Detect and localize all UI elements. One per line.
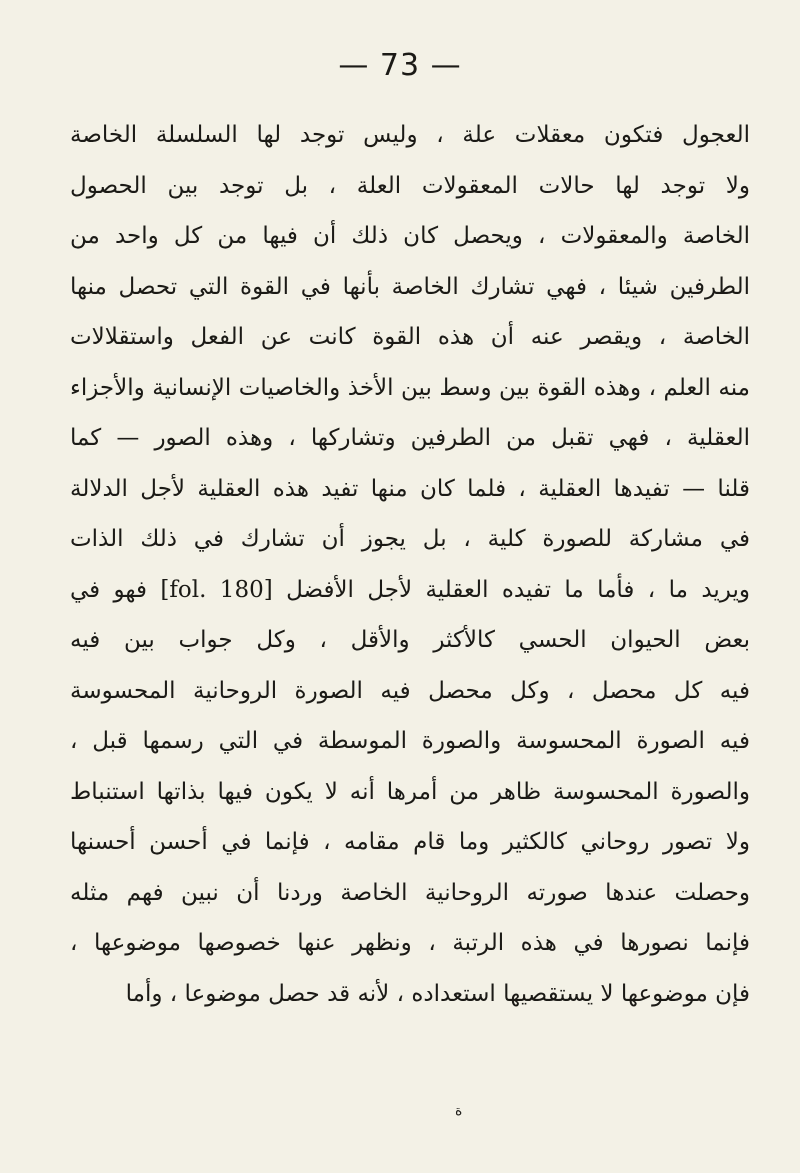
- text-line-11: بعض الحيوان الحسي كالأكثر والأقل ، وكل جواب بين فيه: [70, 627, 750, 653]
- text-line-8: قلنا — تفيدها العقلية ، فلما كان منها تفيد هذه العقلية لأجل الدلالة: [70, 475, 750, 502]
- text-line-4: الطرفين شيئا ، فهي تشارك الخاصة بأنها في القوة التي تحصل منها: [70, 273, 750, 300]
- text-line-7: العقلية ، فهي تقبل من الطرفين وتشاركها ، وهذه الصور — كما: [70, 425, 750, 451]
- bottom-diacritic-mark: ة: [455, 1103, 463, 1119]
- text-line-12: فيه كل محصل ، وكل محصل فيه الصورة الروحانية المحسوسة: [70, 677, 750, 704]
- text-line-10: ويريد ما ، فأما ما تفيده العقلية لأجل الأفضل [fol. 180] فهو في: [70, 576, 750, 603]
- folio-reference: [fol. 180]: [160, 576, 273, 603]
- text-line-17: فإنما نصورها في هذه الرتبة ، ونظهر عنها خصوصها موضوعها ،: [70, 930, 750, 956]
- text-line-15: ولا تصور روحاني كالكثير وما قام مقامه ، فإنما في أحسن أحسنها: [70, 829, 750, 855]
- text-line-9: في مشاركة للصورة كلية ، بل يجوز أن تشارك في ذلك الذات: [70, 526, 750, 552]
- text-line-3: الخاصة والمعقولات ، ويحصل كان ذلك أن فيها من كل واحد من: [70, 223, 750, 249]
- page-number-header: — 73 —: [338, 48, 462, 83]
- text-line-13: فيه الصورة المحسوسة والصورة الموسطة في التي رسمها قبل ،: [70, 728, 750, 754]
- text-line-18: فإن موضوعها لا يستقصيها استعداده ، لأنه قد حصل موضوعا ، وأما: [125, 980, 750, 1007]
- text-line-6: منه العلم ، وهذه القوة بين وسط بين الأخذ والخاصيات الإنسانية والأجزاء: [70, 374, 750, 401]
- text-line-5: الخاصة ، ويقصر عنه أن هذه القوة كانت عن الفعل واستقلالات: [70, 324, 750, 350]
- text-line-14: والصورة المحسوسة ظاهر من أمرها أنه لا يكون فيها بذاتها استنباط: [70, 778, 750, 805]
- arabic-text-body: [70, 110, 750, 1019]
- text-line-1: العجول فتكون معقلات علة ، وليس توجد لها السلسلة الخاصة: [70, 122, 750, 148]
- text-line-16: وحصلت عندها صورته الروحانية الخاصة وردنا أن نبين فهم مثله: [70, 879, 750, 906]
- text-line-2: ولا توجد لها حالات المعقولات العلة ، بل توجد بين الحصول: [70, 172, 750, 199]
